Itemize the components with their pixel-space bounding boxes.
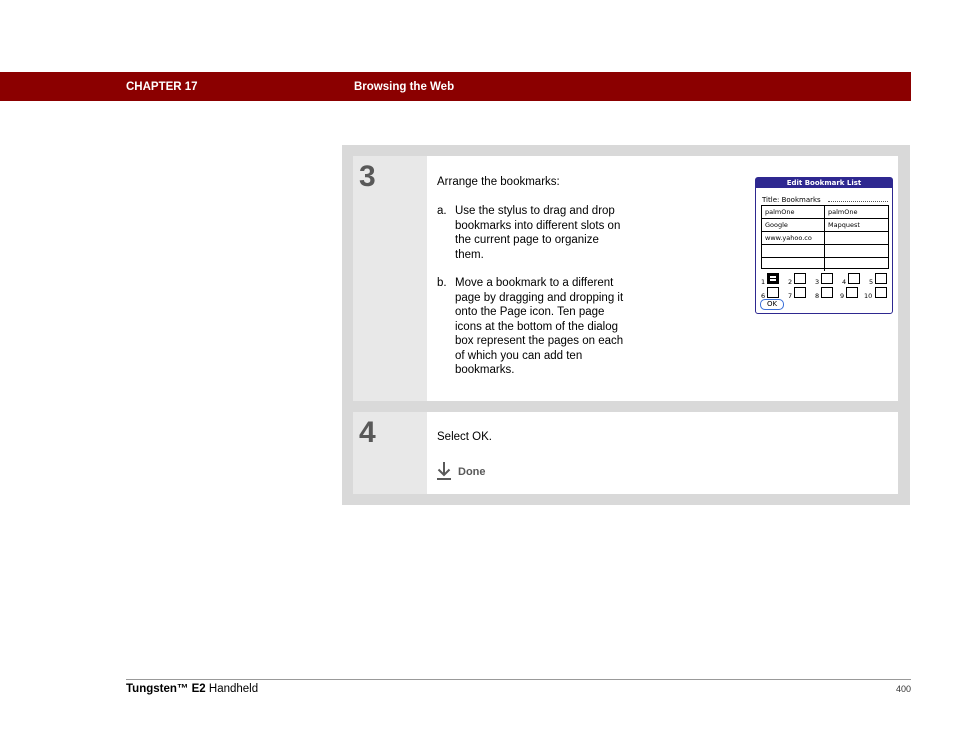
footer-product <box>126 683 258 695</box>
page-icon-box <box>794 273 806 284</box>
page-number: 5 <box>869 278 874 286</box>
bookmark-slot[interactable]: Google <box>762 219 825 232</box>
step-text: Select OK. <box>437 431 492 443</box>
step-number: 4 <box>359 416 376 449</box>
page-icon-selected <box>767 273 779 284</box>
page-number: 9 <box>840 292 845 300</box>
page-icon-8[interactable] <box>815 287 835 299</box>
page-number: 7 <box>788 292 793 300</box>
page-icon-box <box>821 273 833 284</box>
page-icon-5[interactable] <box>869 273 889 285</box>
page-icon-3[interactable] <box>815 273 835 285</box>
page-icon-6[interactable] <box>761 287 781 299</box>
page-icon-box <box>875 273 887 284</box>
bookmark-slot[interactable] <box>825 232 888 245</box>
page-icon-box <box>767 287 779 298</box>
chapter-title: Browsing the Web <box>354 81 455 93</box>
item-letter: a. <box>437 205 447 217</box>
footer-divider <box>126 679 911 680</box>
step-number: 3 <box>359 160 376 193</box>
page-number: 2 <box>788 278 793 286</box>
page-number: 400 <box>895 684 911 694</box>
bookmark-slot[interactable] <box>762 258 825 271</box>
bookmark-slot[interactable] <box>825 258 888 271</box>
page-number: 4 <box>842 278 847 286</box>
chapter-header-bar <box>0 72 911 101</box>
page-icon-1[interactable] <box>761 273 781 285</box>
page-number: 10 <box>864 292 873 300</box>
bookmark-slot[interactable]: Mapquest <box>825 219 888 232</box>
page-icon-4[interactable] <box>842 273 862 285</box>
page-icon-box <box>794 287 806 298</box>
steps-panel <box>342 145 910 505</box>
ok-button[interactable]: OK <box>760 299 784 310</box>
done-label: Done <box>458 466 486 478</box>
edit-bookmark-dialog-screenshot <box>755 177 893 314</box>
bookmark-slot[interactable] <box>762 245 825 258</box>
title-field-underline <box>828 201 888 202</box>
step-number-column <box>353 156 427 401</box>
bookmark-slot[interactable]: palmOne <box>825 206 888 219</box>
page-icon-box <box>846 287 858 298</box>
item-text: Use the stylus to drag and drop bookmarks into different slots on the current page to organize them. <box>455 205 621 261</box>
step-4 <box>353 412 898 494</box>
page-icon-10[interactable] <box>864 287 890 299</box>
item-text: Move a bookmark to a different page by dragging and dropping it onto the Page icon. Ten page icons at the bottom of the dialog box represent the pages on each of which you can add ten bookmarks. <box>455 277 624 376</box>
done-marker <box>437 462 557 482</box>
product-model: E2 <box>191 683 206 695</box>
step-3 <box>353 156 898 401</box>
down-arrow-icon <box>437 462 453 480</box>
page-number: 3 <box>815 278 820 286</box>
dialog-title-field: Title: Bookmarks <box>762 196 821 204</box>
dialog-title: Edit Bookmark List <box>756 178 892 188</box>
page-icon-7[interactable] <box>788 287 808 299</box>
product-suffix: Handheld <box>208 683 259 695</box>
page-icon-box <box>821 287 833 298</box>
page-icon-box <box>848 273 860 284</box>
bookmark-slot[interactable] <box>825 245 888 258</box>
step-number-column <box>353 412 427 494</box>
page-number: 1 <box>761 278 766 286</box>
page-icon-2[interactable] <box>788 273 808 285</box>
bookmark-slot[interactable]: www.yahoo.co <box>762 232 825 245</box>
page-number: 8 <box>815 292 820 300</box>
product-name: Tungsten™ <box>126 683 189 695</box>
page-icon-9[interactable] <box>840 287 860 299</box>
bookmark-slot[interactable]: palmOne <box>762 206 825 219</box>
item-letter: b. <box>437 277 447 289</box>
page-number: 6 <box>761 292 766 300</box>
page-icon-box <box>875 287 887 298</box>
chapter-label: CHAPTER 17 <box>126 81 198 93</box>
bookmark-grid <box>761 205 889 269</box>
step-intro: Arrange the bookmarks: <box>437 176 560 188</box>
